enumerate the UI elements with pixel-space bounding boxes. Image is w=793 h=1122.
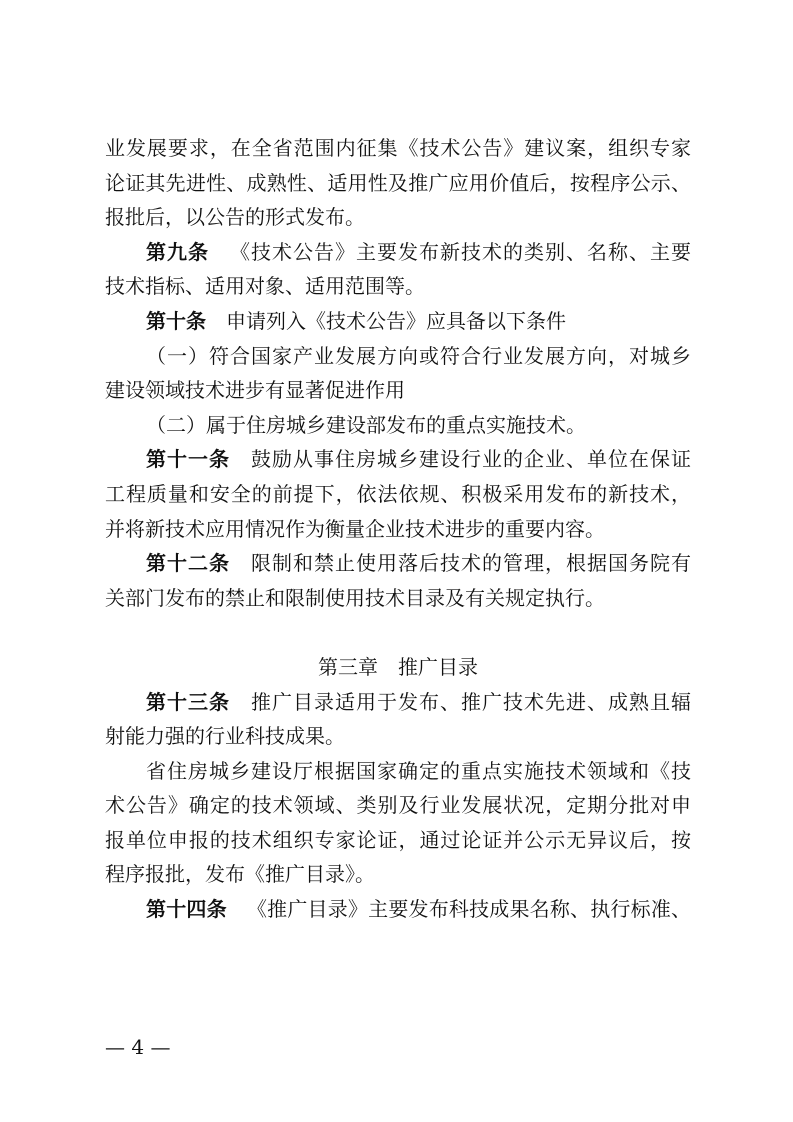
article-heading: 第十条	[146, 308, 206, 333]
article-12	[105, 546, 691, 581]
article-heading: 第十四条	[146, 897, 227, 922]
text-line: 限制和禁止使用落后技术的管理，根据国务院有	[250, 551, 691, 576]
text-line: 建设领域技术进步有显著促进作用	[105, 378, 405, 403]
text-line: 《推广目录》主要发布科技成果名称、执行标准、	[246, 897, 692, 922]
article-heading: 第十一条	[146, 447, 230, 472]
article-heading: 第九条	[146, 239, 209, 264]
page-number: — 4 —	[105, 1035, 171, 1059]
text-line: 报单位申报的技术组织专家论证，通过论证并公示无异议后，按	[105, 827, 691, 852]
article-heading: 第十三条	[146, 689, 230, 714]
text-line: 《技术公告》主要发布新技术的类别、名称、主要	[229, 239, 691, 264]
text-line: 并将新技术应用情况作为衡量企业技术进步的重要内容。	[105, 516, 605, 541]
text-line: 技术指标、适用对象、适用范围等。	[105, 274, 425, 299]
text-line: （二）属于住房城乡建设部发布的重点实施技术。	[146, 412, 586, 437]
text-line: 论证其先进性、成熟性、适用性及推广应用价值后，按程序公示、	[105, 170, 691, 195]
text-line: （一）符合国家产业发展方向或符合行业发展方向，对城乡	[146, 343, 691, 368]
text-line: 鼓励从事住房城乡建设行业的企业、单位在保证	[250, 447, 691, 472]
text-line: 射能力强的行业科技成果。	[105, 724, 345, 749]
text-line: 工程质量和安全的前提下，依法依规、积极采用发布的新技术，	[105, 481, 691, 506]
text-line: 关部门发布的禁止和限制使用技术目录及有关规定执行。	[105, 585, 605, 610]
article-10	[105, 304, 691, 339]
article-13	[105, 685, 691, 720]
text-line: 推广目录适用于发布、推广技术先进、成熟且辐	[250, 689, 691, 714]
chapter-heading: 第三章 推广目录	[318, 654, 478, 679]
text-line: 程序报批，发布《推广目录》。	[105, 862, 375, 887]
article-11	[105, 442, 691, 477]
article-heading: 第十二条	[146, 551, 230, 576]
body-text	[105, 131, 691, 927]
article-14	[105, 892, 691, 927]
article-9	[105, 235, 691, 270]
text-line: 术公告》确定的技术领域、类别及行业发展状况，定期分批对申	[105, 793, 691, 818]
text-line: 报批后，以公告的形式发布。	[105, 205, 365, 230]
text-line: 申请列入《技术公告》应具备以下条件	[226, 308, 566, 333]
text-line: 业发展要求，在全省范围内征集《技术公告》建议案，组织专家	[105, 136, 691, 160]
text-line: 省住房城乡建设厅根据国家确定的重点实施技术领域和《技	[146, 758, 691, 783]
